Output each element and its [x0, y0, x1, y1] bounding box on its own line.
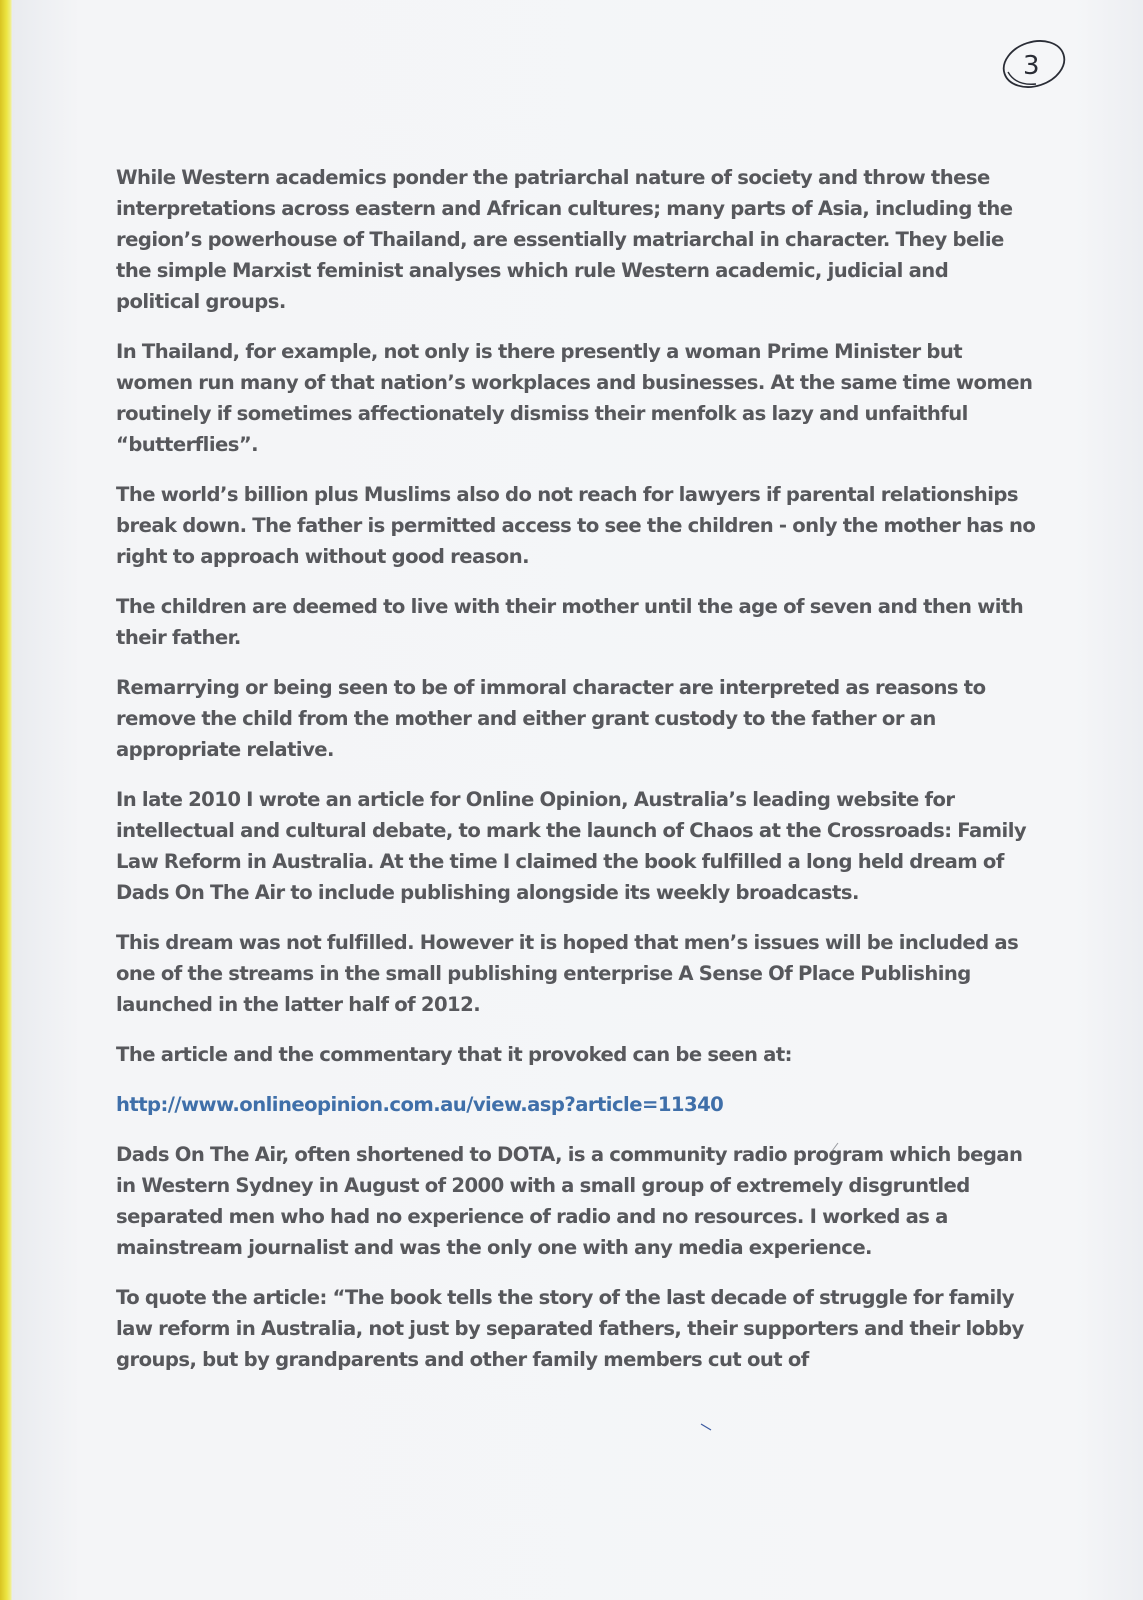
yellow-page-edge — [0, 0, 12, 1600]
handwritten-page-number — [996, 34, 1070, 94]
paragraph: In Thailand, for example, not only is there presently a woman Prime Minister but women run many of that nation’s workplaces and businesses. At the same time women routinely if sometimes affectionately dismiss their menfolk as lazy and unfaithful “butterflies”. — [116, 340, 1033, 456]
circled-number-icon — [996, 34, 1070, 94]
paragraph: To quote the article: “The book tells the story of the last decade of struggle for family law reform in Australia, not just by separated fathers, their supporters and their lobby groups, but by grandparents and other family members cut out of — [116, 1286, 1024, 1371]
paragraph: Dads On The Air, often shortened to DOTA, is a community radio program which began in Western Sydney in August of 2000 with a small group of extremely disgruntled separated men who had no experience of radio and no resources. I worked as a mainstream journalist and was the only one with any media experience. — [116, 1143, 1023, 1259]
pen-tick-mark — [700, 1422, 712, 1432]
article-url-link[interactable]: http://www.onlineopinion.com.au/view.asp?article=11340 — [116, 1093, 724, 1116]
paragraph: The children are deemed to live with their mother until the age of seven and then with their father. — [116, 595, 1024, 649]
pen-stray-mark — [831, 1142, 839, 1152]
page-number-text: 3 — [1023, 51, 1040, 81]
document-body — [116, 162, 1036, 1394]
paragraph: The world’s billion plus Muslims also do not reach for lawyers if parental relationships break down. The father is permitted access to see the children - only the mother has no right to approach without good reason. — [116, 483, 1036, 568]
paragraph: This dream was not fulfilled. However it is hoped that men’s issues will be included as one of the streams in the small publishing enterprise A Sense Of Place Publishing launched in the latter half of 2012. — [116, 931, 1019, 1016]
paragraph: The article and the commentary that it provoked can be seen at: — [116, 1043, 792, 1066]
paragraph: Remarrying or being seen to be of immoral character are interpreted as reasons to remove the child from the mother and either grant custody to the father or an appropriate relative. — [116, 676, 986, 761]
paragraph: In late 2010 I wrote an article for Online Opinion, Australia’s leading website for intellectual and cultural debate, to mark the launch of Chaos at the Crossroads: Family Law Reform in Australia. At the time I claimed the book fulfilled a long held dream of Dads On The Air to include publishing alongside its weekly broadcasts. — [116, 788, 1027, 904]
paragraph: While Western academics ponder the patriarchal nature of society and throw these interpretations across eastern and African cultures; many parts of Asia, including the region’s powerhouse of Thailand, are essentially matriarchal in character. They belie the simple Marxist feminist analyses which rule Western academic, judicial and political groups. — [116, 166, 1013, 313]
